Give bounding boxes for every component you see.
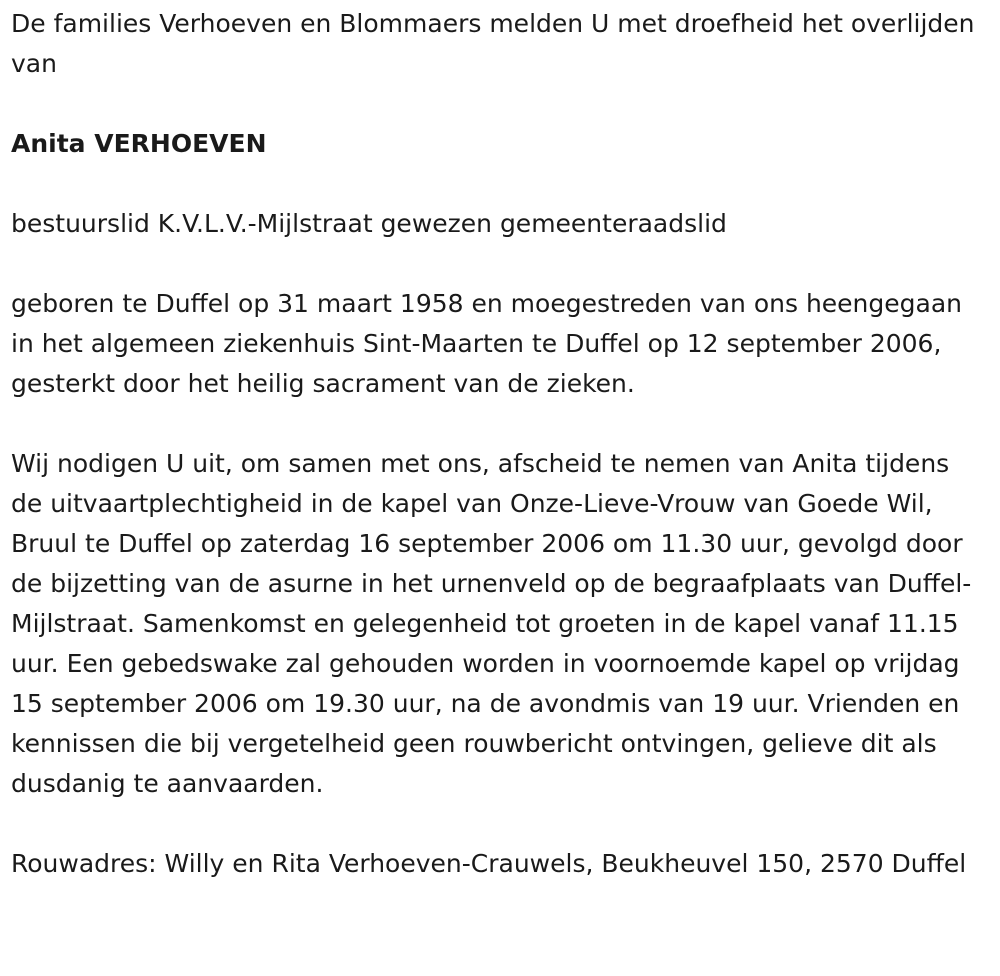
mourning-address: Rouwadres: Willy en Rita Verhoeven-Crauwels, Beukheuvel 150, 2570 Duffel	[11, 849, 967, 878]
ceremony-paragraph: Wij nodigen U uit, om samen met ons, afscheid te nemen van Anita tijdens de uitvaartplechtigheid in de kapel van Onze-Lieve-Vrouw van Goede Wil, Bruul te Duffel op zaterdag 16 september 2006 om 11.30 uur, gevolgd door de bijzetting van de asurne in het urnenveld op de begraafplaats van Duffel-Mijlstraat. Samenkomst en gelegenheid tot groeten in de kapel vanaf 11.15 uur. Een gebedswake zal gehouden worden in voornoemde kapel op vrijdag 15 september 2006 om 19.30 uur, na de avondmis van 19 uur. Vrienden en kennissen die bij vergetelheid geen rouwbericht ontvingen, gelieve dit als dusdanig te aanvaarden.	[11, 449, 972, 798]
intro-paragraph: De families Verhoeven en Blommaers melden U met droefheid het overlijden van	[11, 9, 975, 78]
deceased-name: Anita VERHOEVEN	[11, 129, 267, 158]
roles-paragraph: bestuurslid K.V.L.V.-Mijlstraat gewezen gemeenteraadslid	[11, 209, 727, 238]
birth-death-paragraph: geboren te Duffel op 31 maart 1958 en moegestreden van ons heengegaan in het algemeen ziekenhuis Sint-Maarten te Duffel op 12 september 2006, gesterkt door het heilig sacrament van de zieken.	[11, 289, 963, 398]
obituary-notice	[11, 4, 986, 884]
